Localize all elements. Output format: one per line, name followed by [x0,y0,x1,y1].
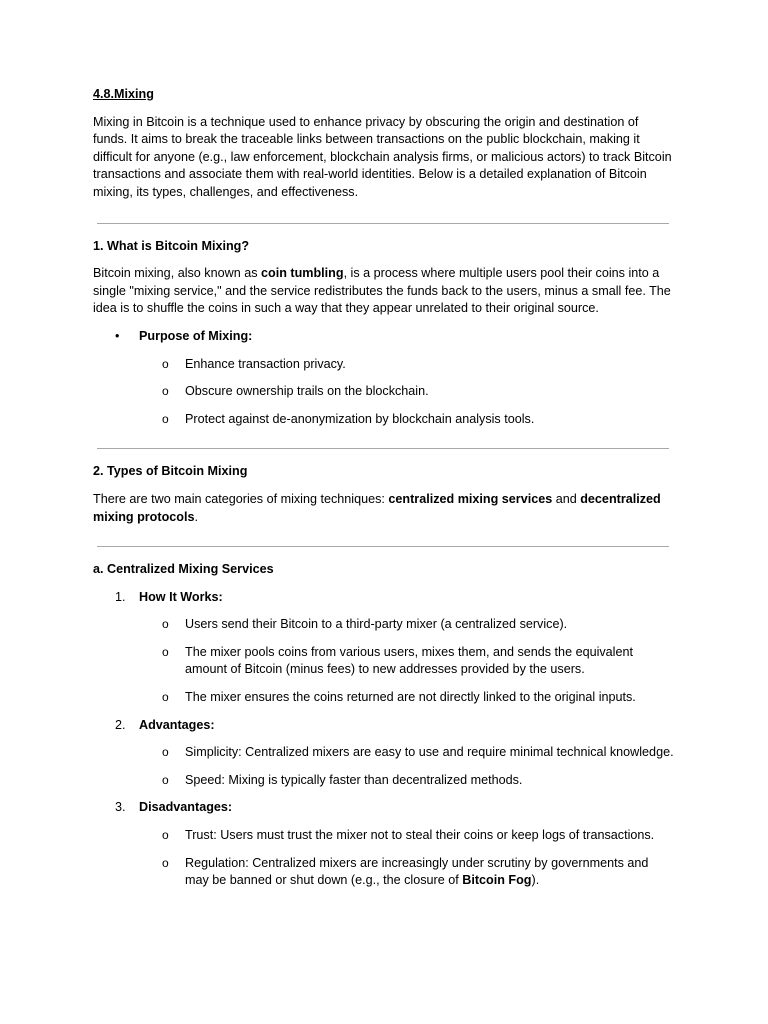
circle-bullet-icon: o [162,411,169,426]
circle-bullet-icon: o [162,855,169,870]
coin-tumbling-term: coin tumbling [261,266,344,281]
circle-bullet-icon: o [162,745,169,760]
circle-bullet-icon: o [162,356,169,371]
circle-bullet-icon: o [162,617,169,632]
list-item: o The mixer ensures the coins returned are not directly linked to the original inputs. [93,689,675,707]
what-is-paragraph: Bitcoin mixing, also known as coin tumbling, is a process where multiple users pool their coins into a single "mixing service," and the service redistributes the funds back to the users, minus a small fee. The idea is to shuffle the coins in such a way that they appear unrelated to their original source. [93,266,671,316]
numbered-item-advantages: 2. Advantages: [115,717,215,732]
circle-bullet-icon: o [162,384,169,399]
what-is-heading: 1. What is Bitcoin Mixing? [93,238,250,253]
document-page [93,86,675,890]
list-item: o Trust: Users must trust the mixer not to steal their coins or keep logs of transactions. [93,827,675,845]
centralized-heading: a. Centralized Mixing Services [93,562,274,577]
bullet-icon: • [115,328,120,343]
list-item: o Obscure ownership trails on the blockchain. [93,383,675,401]
list-item: o Regulation: Centralized mixers are increasingly under scrutiny by governments and may be banned or shut down (e.g., the closure of Bitcoin Fog). [162,855,649,888]
bitcoin-fog-term: Bitcoin Fog [462,873,532,888]
circle-bullet-icon: o [162,772,169,787]
circle-bullet-icon: o [162,644,169,659]
section-title: 4.8.Mixing [93,87,154,101]
numbered-item-how-it-works: 1. How It Works: [115,589,223,604]
purpose-label: Purpose of Mixing: [139,328,253,343]
list-item: o Enhance transaction privacy. [93,356,675,374]
circle-bullet-icon: o [162,690,169,705]
types-heading: 2. Types of Bitcoin Mixing [93,464,248,479]
list-item: o Simplicity: Centralized mixers are easy to use and require minimal technical knowledge. [93,744,675,762]
types-paragraph: There are two main categories of mixing techniques: centralized mixing services and decentralized mixing protocols. [93,491,661,524]
circle-bullet-icon: o [162,828,169,843]
list-item: o The mixer pools coins from various users, mixes them, and sends the equivalent amount of Bitcoin (minus fees) to new addresses provided by the users. [162,644,633,677]
list-item: o Speed: Mixing is typically faster than decentralized methods. [93,772,675,790]
list-item: o Users send their Bitcoin to a third-party mixer (a centralized service). [93,616,675,634]
purpose-bullet [93,328,675,346]
list-item: o Protect against de-anonymization by blockchain analysis tools. [93,411,675,429]
decentralized-term: decentralized mixing protocols [93,491,661,524]
centralized-term: centralized mixing services [388,491,553,506]
numbered-item-disadvantages: 3. Disadvantages: [115,800,233,815]
intro-paragraph: Mixing in Bitcoin is a technique used to enhance privacy by obscuring the origin and destination of funds. It aims to break the traceable links between transactions on the public blockchain, making it difficult for anyone (e.g., law enforcement, blockchain analysis firms, or malicious actors) to track Bitcoin transactions and associate them with real-world identities. Below is a detailed explanation of Bitcoin mixing, its types, challenges, and effectiveness. [93,114,672,199]
